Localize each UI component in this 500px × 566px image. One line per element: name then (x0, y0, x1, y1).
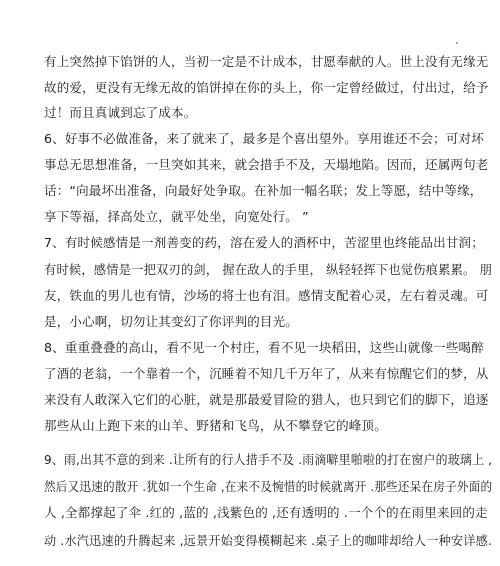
text-line: 友，铁血的男儿也有情，沙场的将士也有泪。感情支配着心灵，左右着灵魂。可 (44, 288, 489, 303)
text-line: 有时候，感情是一把双刃的剑， 握在敌人的手里， 纵轻轻挥下也觉伤痕累累。 朋 (44, 262, 493, 277)
text-line: 7、有时候感情是一剂善变的药，溶在爱人的酒杯中，苦涩里也终能品出甘润； (44, 235, 484, 250)
text-line: 故的爱，更没有无缘无故的馅饼掉在你的头上，你一定曾经做过，付出过，给予 (44, 80, 489, 95)
text-line: 事总无思想准备，一旦突如其来，就会措手不及，天塌地陷。因而，还属两句老 (44, 157, 489, 172)
text-line: 有上突然掉下馅饼的人，当初一定是不计成本，甘愿奉献的人。世上没有无缘无 (44, 54, 489, 69)
text-line: 然后又迅速的散开 .犹如一个生命 ,在来不及惋惜的时候就离开 .那些还呆在房子外面的 (44, 479, 493, 494)
text-line: 过！而且真诚到忘了成本。 (44, 105, 197, 120)
text-line: 动 .水汽迅速的升腾起来 ,远景开始变得模糊起来 .桌子上的咖啡却给人一种安详感. (44, 533, 493, 548)
page-mark (456, 42, 458, 44)
text-line: 8、重重叠叠的高山，看不见一个村庄，看不见一块稻田，这些山就像一些喝醉 (44, 340, 484, 355)
text-line: 了酒的老翁，一个靠着一个，沉睡着不知几千万年了，从来有惊醒它们的梦，从 (44, 366, 489, 381)
text-line: 来没有人敢深入它们的心脏，就是那最爱冒险的猎人，也只到它们的脚下，追逐 (44, 392, 489, 407)
text-line: 6、好事不必做准备，来了就来了，最多是个喜出望外。享用谁还不会；可对坏 (44, 131, 484, 146)
text-line: 享下等福，择高处立，就平处坐，向宽处行。 ” (44, 209, 309, 224)
text-line: 那些从山上跑下来的山羊、野猪和飞鸟，从不攀登它的峰顶。 (44, 418, 387, 433)
text-line: 是，小心啊，切勿让其变幻了你评判的目光。 (44, 314, 299, 329)
text-line: 人 ,全都撑起了伞 .红的 ,蓝的 ,浅紫色的 ,还有透明的 .一个个的在雨里来回的走 (44, 505, 488, 520)
text-line: 9、雨,出其不意的到来 .让所有的行人措手不及 .雨滴噼里啪啦的打在窗户的玻璃上 , (44, 452, 493, 467)
text-line: 话：“向最坏出准备，向最好处争取。在补加一幅名联；发上等愿，结中等缘， (44, 183, 483, 198)
